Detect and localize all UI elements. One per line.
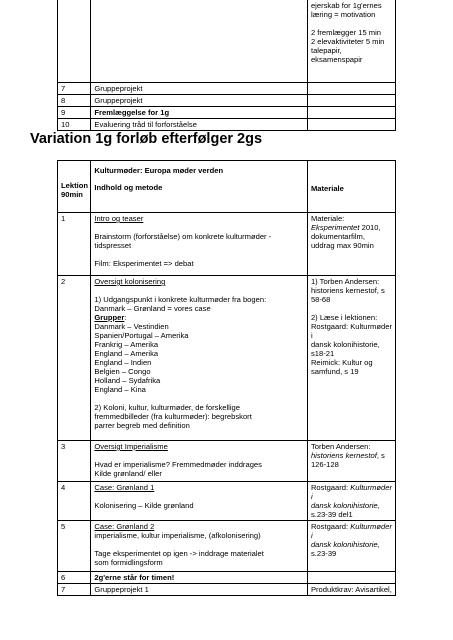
top-table bbox=[57, 0, 396, 131]
table-row bbox=[58, 572, 396, 584]
material-text: Rostgaard: bbox=[310, 483, 351, 492]
header-lesson bbox=[58, 161, 91, 213]
content-line: Hvad er imperialisme? Fremmedmøder inddrages bbox=[94, 460, 262, 469]
material-line bbox=[311, 501, 392, 510]
table-cell bbox=[91, 0, 308, 83]
material-line: s.23-39 bbox=[310, 549, 337, 558]
lesson-content bbox=[91, 276, 308, 441]
lesson-content bbox=[91, 521, 308, 572]
content-line: parrer begreb med definition bbox=[94, 421, 190, 430]
header-line: Lektion bbox=[61, 181, 89, 190]
lesson-content: Gruppeprojekt bbox=[91, 95, 308, 107]
content-line: Film: Eksperimentet => debat bbox=[94, 259, 194, 268]
header-content bbox=[91, 161, 308, 213]
lesson-number: 4 bbox=[58, 482, 91, 521]
lesson-title: Intro og teaser bbox=[94, 214, 144, 223]
lesson-content bbox=[91, 482, 308, 521]
cell-line: 2 elevaktiviteter 5 min bbox=[310, 37, 385, 46]
group-item: Belgien – Congo bbox=[94, 367, 151, 376]
group-item: England – Indien bbox=[94, 358, 152, 367]
content-line: imperialisme, kultur imperialisme, (afkolonisering) bbox=[94, 531, 261, 540]
table-row bbox=[58, 521, 396, 572]
section-heading: Variation 1g forløb efterfølger 2gs bbox=[30, 131, 263, 147]
material-title: Kulturmøder i bbox=[310, 483, 392, 501]
material-line: 2) Læse i lektionen: bbox=[310, 313, 378, 322]
lesson-material bbox=[307, 213, 395, 276]
lesson-number: 10 bbox=[58, 119, 91, 131]
lesson-title: Case: Grønland 1 bbox=[94, 483, 155, 492]
lesson-content bbox=[91, 441, 308, 482]
content-line: 2) Koloni, kultur, kulturmøder, de forskellige bbox=[94, 403, 241, 412]
table-row bbox=[58, 119, 396, 131]
material-title: Eksperimentet bbox=[310, 223, 360, 232]
material-title: dansk kolonihistorie bbox=[310, 501, 378, 510]
lesson-number: 6 bbox=[58, 572, 91, 584]
content-line: Kolonisering – Kilde grønland bbox=[94, 501, 194, 510]
spacer bbox=[94, 430, 304, 439]
material-text: , bbox=[377, 501, 380, 510]
material-line: Reimick: Kultur og bbox=[310, 358, 373, 367]
lesson-title: Case: Grønland 2 bbox=[94, 522, 155, 531]
table-cell bbox=[58, 0, 91, 83]
table-row bbox=[58, 83, 396, 95]
spacer bbox=[94, 286, 304, 295]
material-text: 2010, dokumentarfilm, bbox=[310, 223, 381, 241]
lesson-number: 1 bbox=[58, 213, 91, 276]
material-line: s.23-39 del1 bbox=[310, 510, 353, 519]
table-row bbox=[58, 584, 396, 596]
lesson-number: 7 bbox=[58, 83, 91, 95]
table-row bbox=[58, 276, 396, 441]
content-line: 1) Udgangspunkt i konkrete kulturmøder fra bogen: bbox=[94, 295, 267, 304]
lesson-material bbox=[307, 276, 395, 441]
lesson-material bbox=[307, 482, 395, 521]
table-header-row bbox=[58, 161, 396, 213]
table-cell bbox=[307, 83, 395, 95]
content-line: Brainstorm (forforståelse) om konkrete kulturmøder - bbox=[94, 232, 272, 241]
lesson-content: Evaluering tråd til forforståelse bbox=[91, 119, 308, 131]
material-text: , bbox=[377, 540, 380, 549]
table-cell bbox=[307, 0, 395, 83]
cell-line: læring = motivation bbox=[310, 10, 376, 19]
group-item: Spanien/Portugal – Amerika bbox=[94, 331, 189, 340]
lesson-content: Gruppeprojekt 1 bbox=[91, 584, 308, 596]
group-item: England – Amerika bbox=[94, 349, 159, 358]
lesson-title: Oversigt kolonisering bbox=[94, 277, 166, 286]
material-line: 1) Torben Andersen: bbox=[310, 277, 380, 286]
spacer bbox=[94, 451, 304, 460]
material-line: samfund, s 19 bbox=[310, 367, 359, 376]
material-line: uddrag max 90min bbox=[310, 241, 374, 250]
group-item: Holland – Sydafrika bbox=[94, 376, 161, 385]
spacer bbox=[311, 19, 392, 28]
table-row bbox=[58, 107, 396, 119]
material-line: 126-128 bbox=[310, 460, 339, 469]
header-sub: Indhold og metode bbox=[94, 183, 163, 192]
content-line: Kilde grønland/ eller bbox=[94, 469, 162, 478]
lesson-number: 7 bbox=[58, 584, 91, 596]
table-cell bbox=[307, 107, 395, 119]
lesson-content bbox=[91, 213, 308, 276]
cell-line: ejerskab for 1g'ernes bbox=[310, 1, 382, 10]
lesson-title: Oversigt Imperialisme bbox=[94, 442, 168, 451]
material-text: , s bbox=[376, 451, 385, 460]
material-line bbox=[311, 522, 392, 540]
table-row bbox=[58, 213, 396, 276]
spacer bbox=[94, 250, 304, 259]
lesson-content: 2g'erne står for timen! bbox=[91, 572, 308, 584]
content-line: som formidlingsform bbox=[94, 558, 163, 567]
material-line: dansk kolonihistorie, bbox=[310, 340, 380, 349]
topic-title: Kulturmøder: Europa møder verden bbox=[94, 166, 224, 175]
spacer bbox=[94, 223, 304, 232]
lesson-material bbox=[307, 521, 395, 572]
lesson-content: Fremlæggelse for 1g bbox=[91, 107, 308, 119]
group-item: Frankrig – Amerika bbox=[94, 340, 159, 349]
cell-line: 2 fremlægger 15 min bbox=[310, 28, 382, 37]
lesson-material bbox=[307, 572, 395, 584]
material-line: Rostgaard: Kulturmøder i bbox=[310, 322, 392, 340]
content-line: Danmark – Grønland = vores case bbox=[94, 304, 211, 313]
table-row bbox=[58, 441, 396, 482]
table-cell bbox=[307, 95, 395, 107]
spacer bbox=[94, 394, 304, 403]
material-text: Materiale: bbox=[310, 214, 345, 223]
lesson-number: 2 bbox=[58, 276, 91, 441]
material-title: dansk kolonihistorie bbox=[310, 540, 378, 549]
table-row bbox=[58, 95, 396, 107]
group-item: Danmark – Vestindien bbox=[94, 322, 169, 331]
table-row bbox=[58, 0, 396, 83]
lesson-material bbox=[307, 441, 395, 482]
material-line bbox=[311, 540, 392, 549]
content-line: fremmedbilleder (fra kulturmøder): begrebskort bbox=[94, 412, 252, 421]
lesson-number: 3 bbox=[58, 441, 91, 482]
table-cell bbox=[307, 119, 395, 131]
cell-line: talepapir, eksamenspapir bbox=[310, 46, 363, 64]
material-line: 58-68 bbox=[310, 295, 331, 304]
table-row bbox=[58, 482, 396, 521]
material-title: Kulturmøder i bbox=[310, 522, 392, 540]
material-line: Torben Andersen: bbox=[310, 442, 371, 451]
spacer bbox=[94, 540, 304, 549]
material-text: Rostgaard: bbox=[310, 522, 351, 531]
lesson-number: 8 bbox=[58, 95, 91, 107]
spacer bbox=[311, 304, 392, 313]
groups-label-text: Grupper bbox=[94, 313, 125, 322]
material-line: s18-21 bbox=[310, 349, 335, 358]
header-material: Materiale bbox=[307, 161, 395, 213]
lesson-material: Produktkrav: Avisartikel, bbox=[307, 584, 395, 596]
lesson-number: 5 bbox=[58, 521, 91, 572]
header-line: 90min bbox=[61, 190, 83, 199]
material-line bbox=[311, 483, 392, 501]
content-line: Tage eksperimentet op igen -> inddrage materialet bbox=[94, 549, 264, 558]
group-item: England – Kina bbox=[94, 385, 146, 394]
lesson-plan-table bbox=[57, 160, 396, 596]
material-line bbox=[311, 451, 392, 460]
lesson-number: 9 bbox=[58, 107, 91, 119]
groups-label: Grupper: bbox=[94, 313, 127, 322]
spacer bbox=[94, 492, 304, 501]
content-line: tidspresset bbox=[94, 241, 132, 250]
material-title: historiens kernestof bbox=[310, 451, 377, 460]
material-line: historiens kernestof, s bbox=[310, 286, 385, 295]
lesson-content: Gruppeprojekt bbox=[91, 83, 308, 95]
